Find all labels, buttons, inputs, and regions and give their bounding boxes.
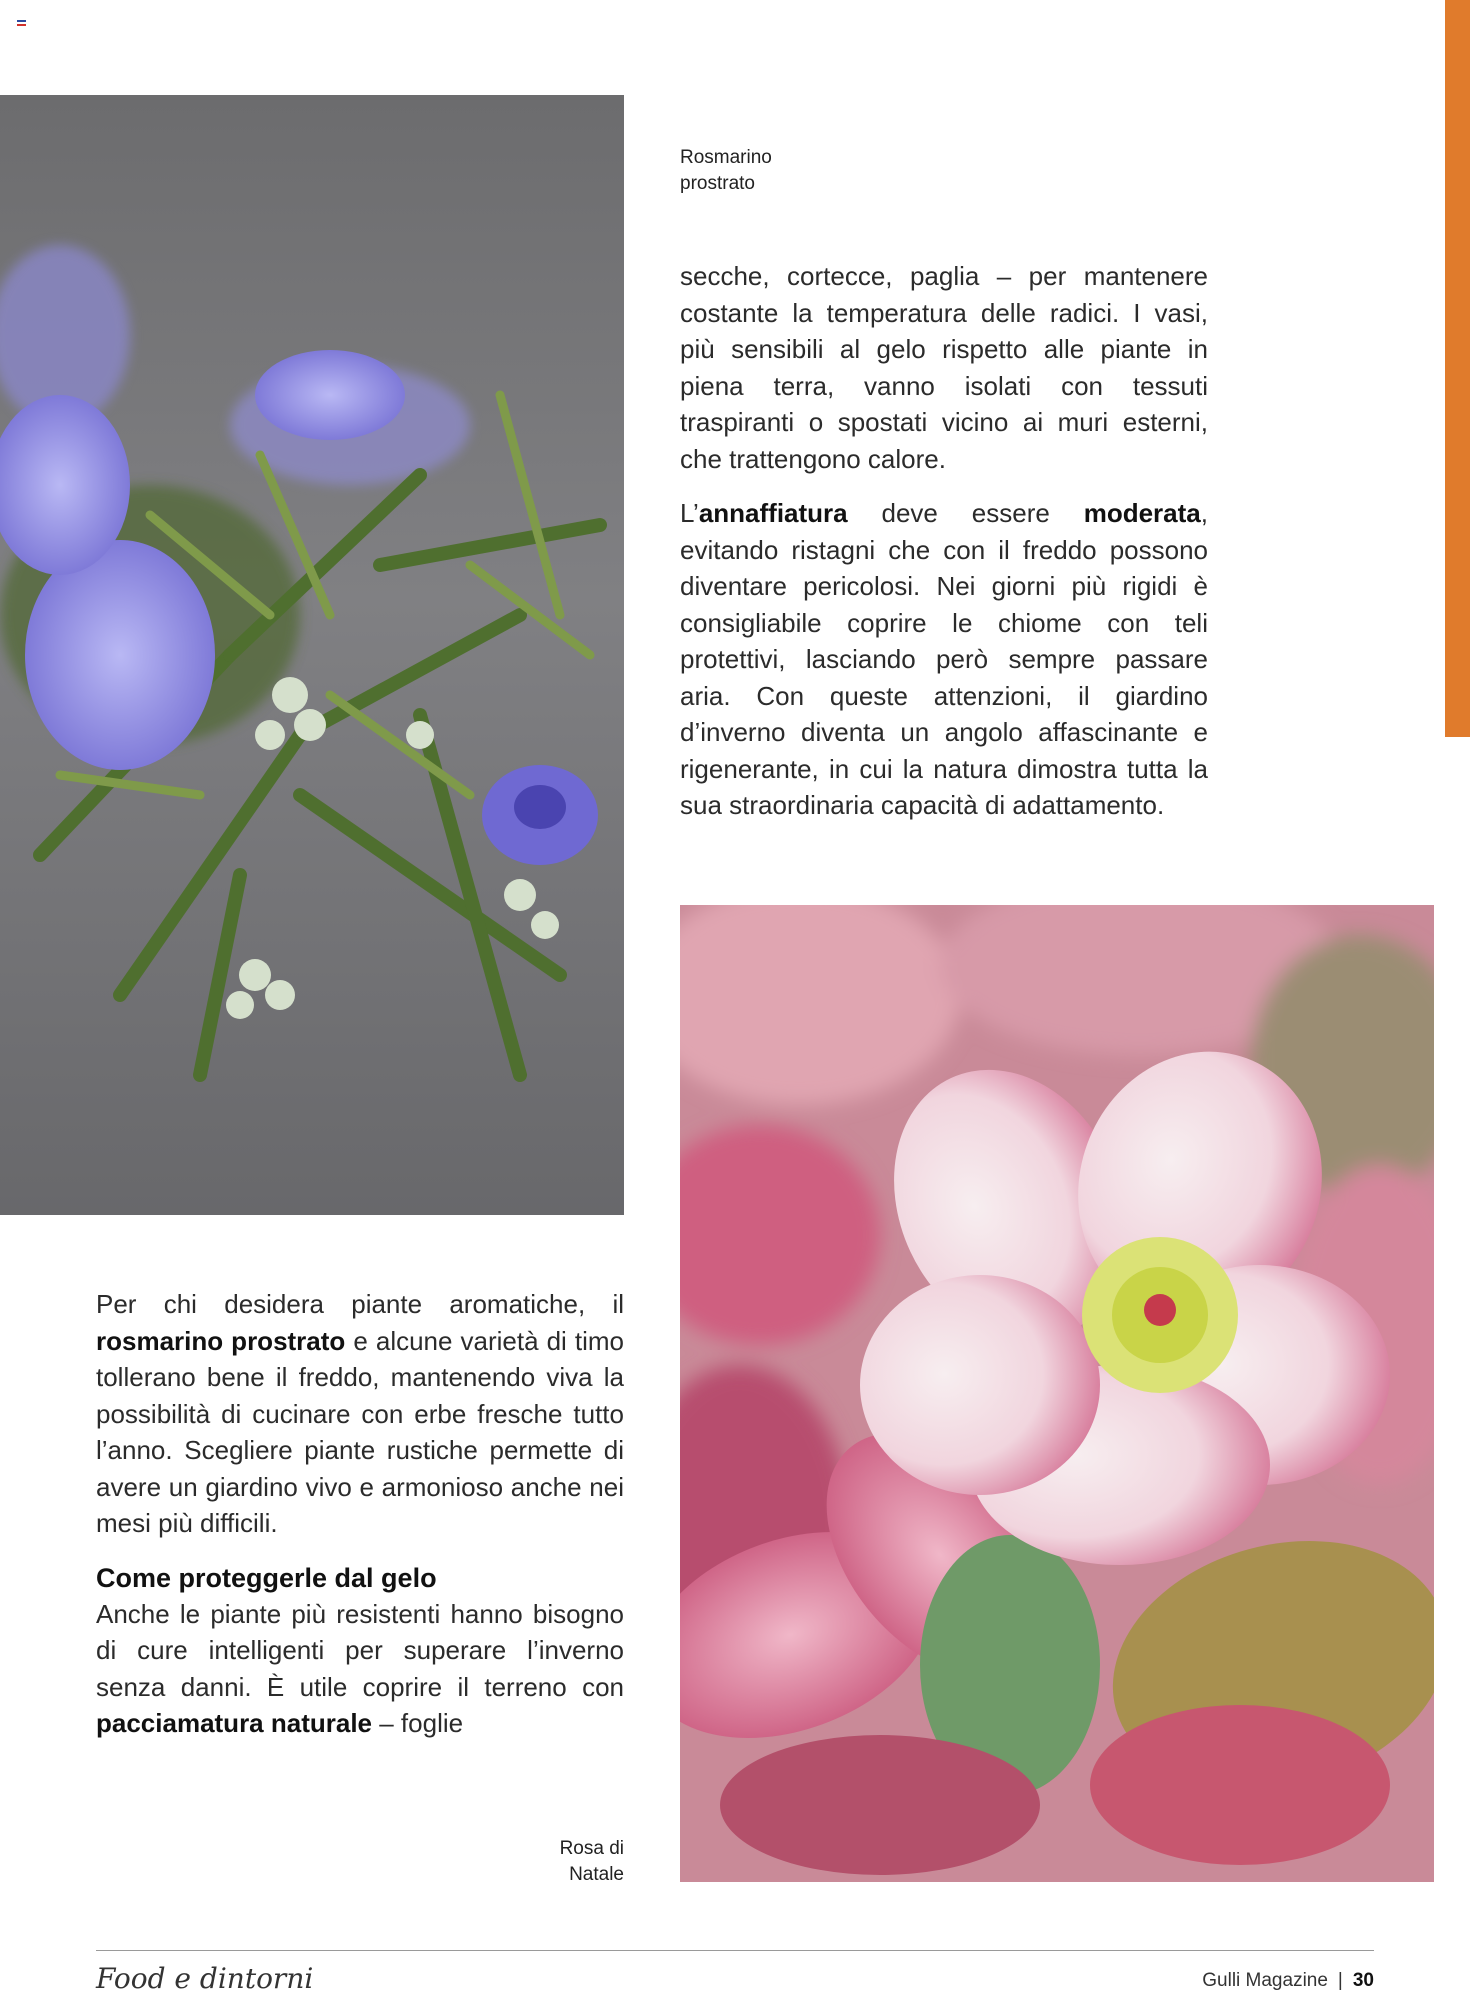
section-heading: Come proteggerle dal gelo <box>96 1562 437 1593</box>
text-run: Per chi desidera piante aromatiche, il <box>96 1289 624 1319</box>
flag-icon <box>17 20 26 26</box>
caption-line: Rosa di <box>559 1838 624 1859</box>
rosemary-caption <box>680 145 772 197</box>
footer-divider <box>96 1950 1374 1951</box>
accent-bar <box>1445 0 1470 737</box>
text-run: e alcune varietà di timo tollerano bene il freddo, mantenendo viva la possibilità di cucinare con erbe fresche tutto l’anno. Scegliere piante rustiche permette di avere un giardino vivo e armonioso anche nei mesi più difficili. <box>96 1325 624 1538</box>
left-column-text <box>96 1286 624 1742</box>
hellebore-caption <box>540 1836 624 1888</box>
rosemary-photo <box>0 95 624 1215</box>
footer-separator: | <box>1337 1970 1343 1991</box>
text-run: deve essere <box>847 498 1084 528</box>
bold-term: annaffiatura <box>698 498 848 528</box>
caption-line: prostrato <box>680 173 755 194</box>
paragraph <box>96 1286 624 1542</box>
caption-line: Rosmarino <box>680 147 772 168</box>
page-number: 30 <box>1352 1970 1374 1991</box>
magazine-name: Gulli Magazine <box>1202 1970 1328 1991</box>
text-run: L’ <box>680 498 699 528</box>
text-run: – foglie <box>372 1708 464 1738</box>
paragraph <box>96 1596 624 1742</box>
caption-line: Natale <box>569 1864 624 1885</box>
hellebore-photo <box>680 905 1434 1882</box>
text-run: Anche le piante più resistenti hanno bisogno di cure intelligenti per superare l’inverno senza danni. È utile coprire il terreno con <box>96 1598 624 1702</box>
footer-section-title: Food e dintorni <box>96 1962 314 1995</box>
footer-page-info <box>1202 1970 1374 1992</box>
text-run: , evitando ristagni che con il freddo possono diventare pericolosi. Nei giorni più rigidi è consigliabile coprire le chiome con teli protettivi, lasciando però sempre passare aria. Con queste attenzioni, il giardino d’inverno diventa un angolo affascinante e rigenerante, in cui la natura dimostra tutta la sua straordinaria capacità di adattamento. <box>680 498 1208 820</box>
bold-term: rosmarino prostrato <box>96 1325 346 1356</box>
paragraph: secche, cortecce, paglia – per mantenere costante la temperatura delle radici. I vasi, più sensibili al gelo rispetto alle piante in piena terra, vanno isolati con tessuti traspiranti o spostati vicino ai muri esterni, che trattengono calore. <box>680 261 1208 474</box>
bold-term: moderata <box>1083 498 1201 528</box>
right-column-text <box>680 258 1208 824</box>
paragraph <box>680 495 1208 824</box>
bold-term: pacciamatura naturale <box>96 1708 373 1738</box>
